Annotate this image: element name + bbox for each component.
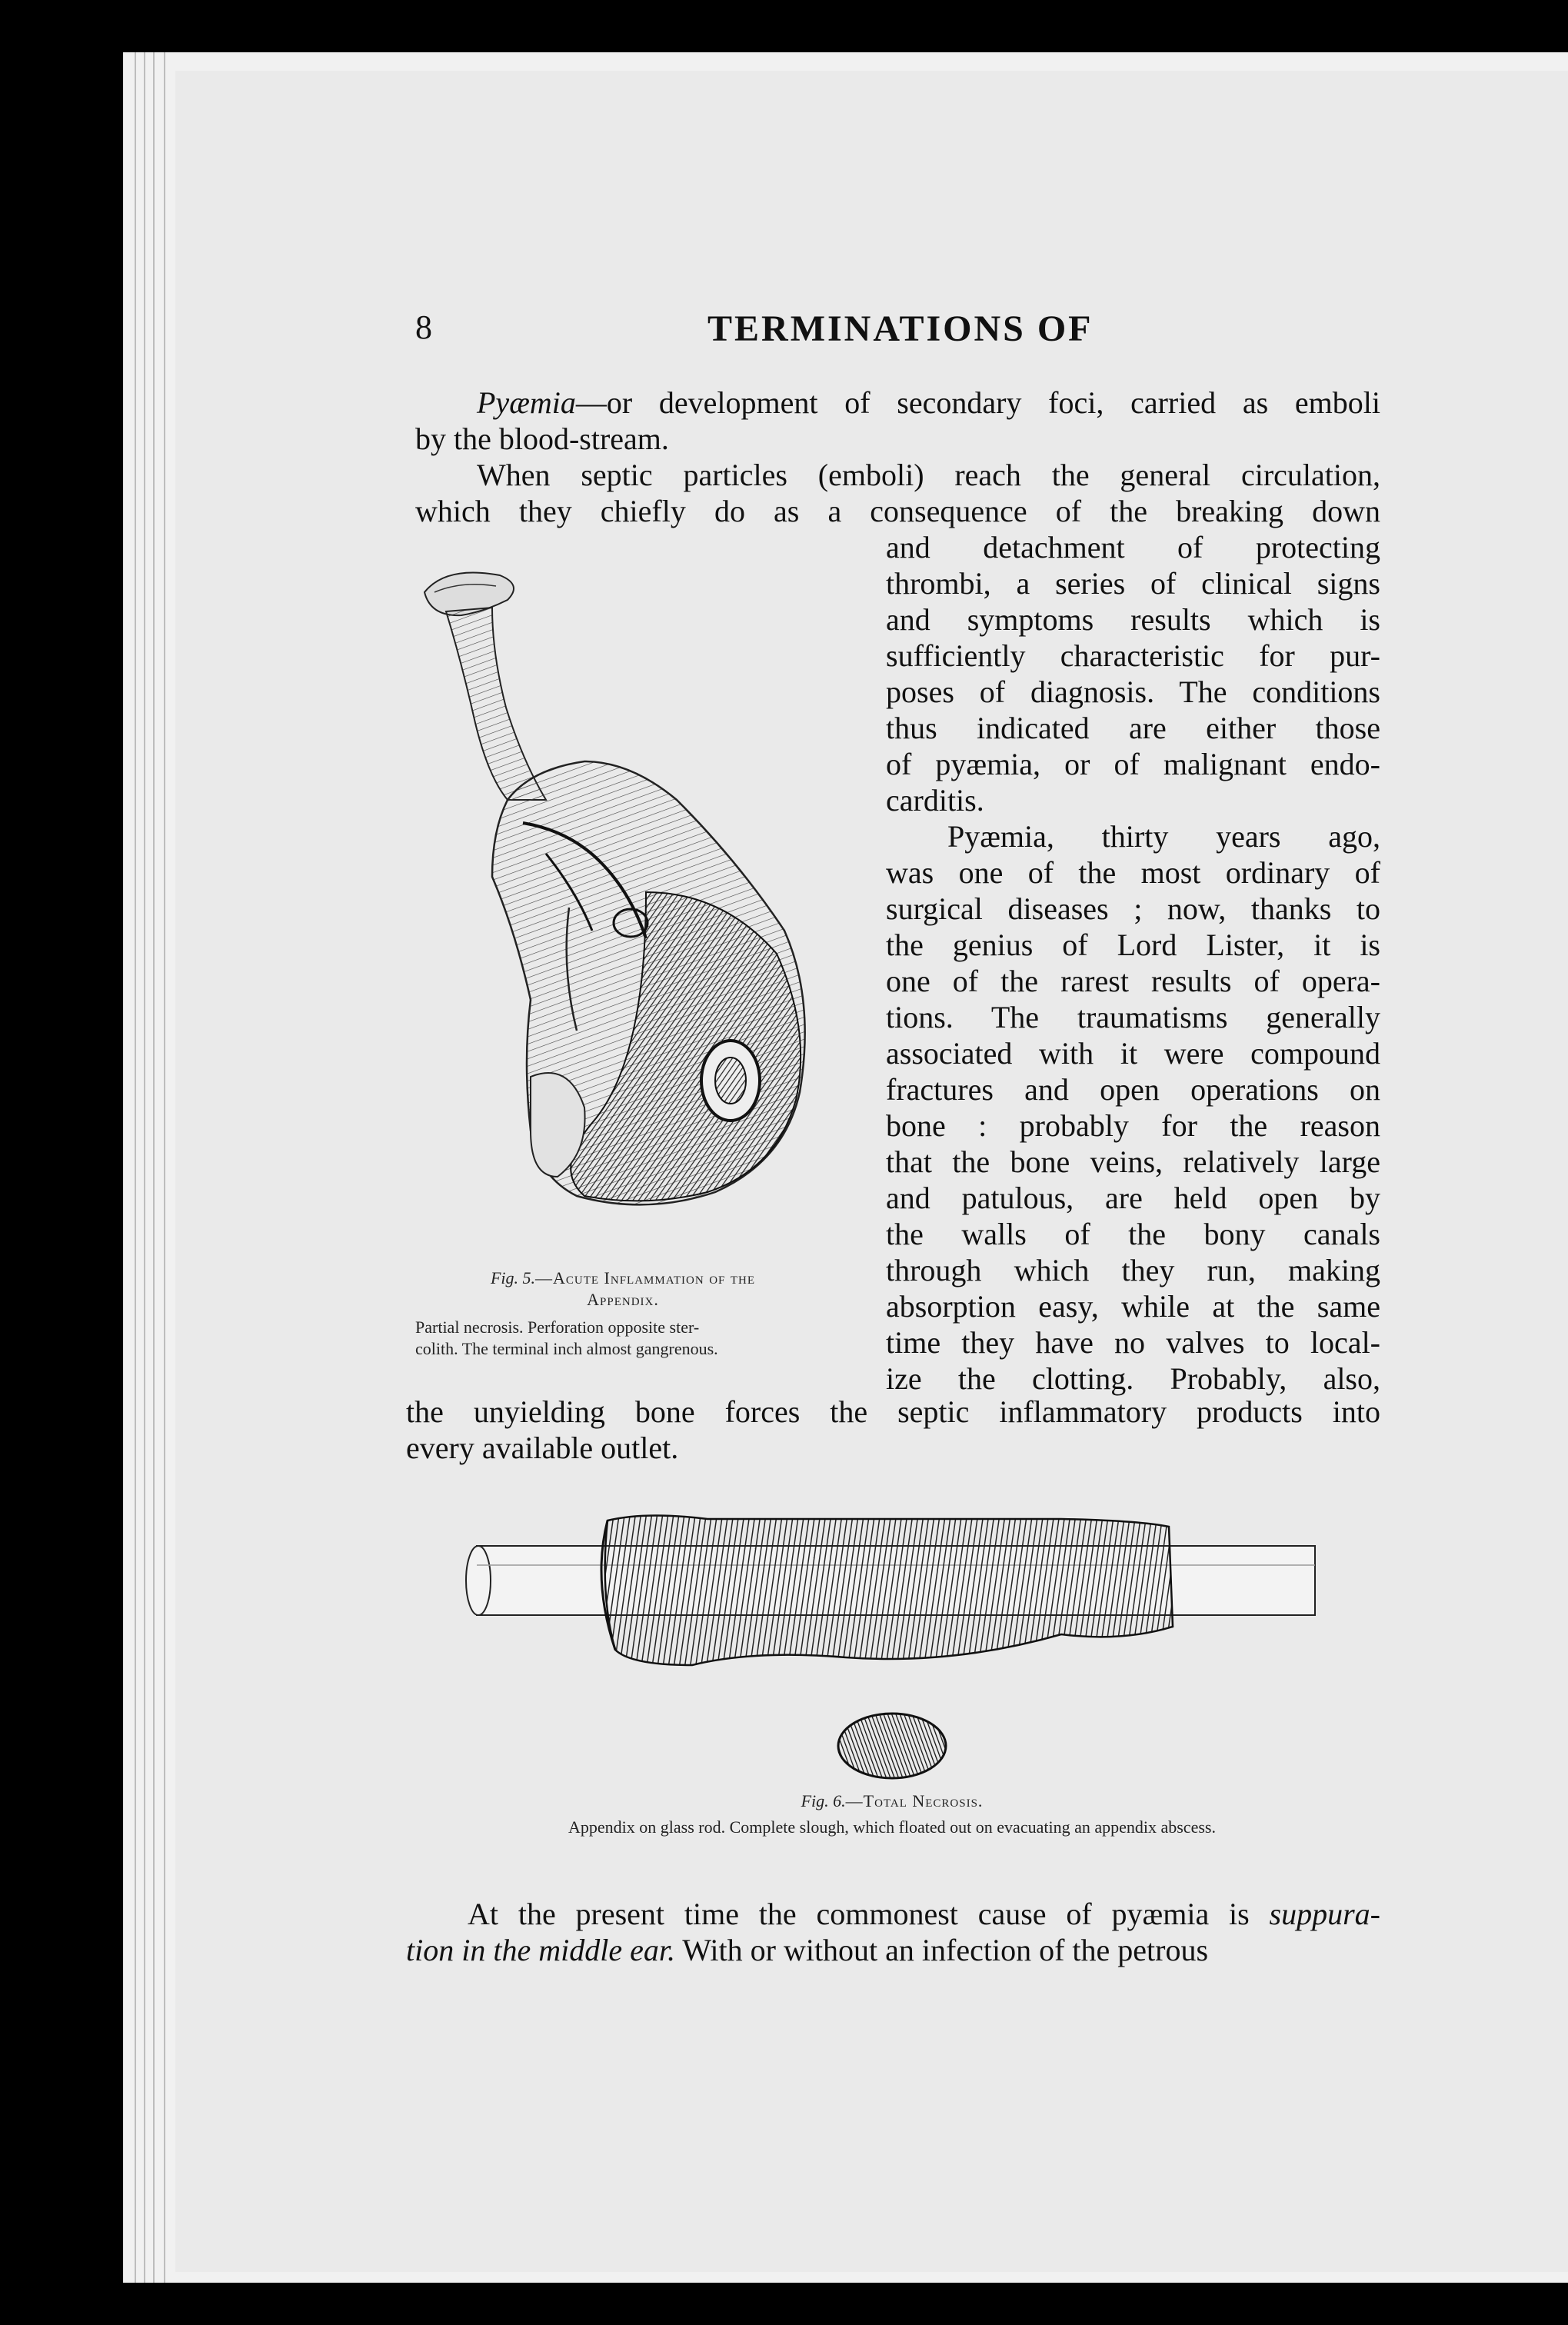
pyaemia-right-line: the walls of the bony canals [886,1217,1380,1251]
pyaemia-full-line: the unyielding bone forces the septic inflammatory products into [406,1394,1380,1429]
septic-right-line: of pyæmia, or of malignant endo- [886,747,1380,781]
final-line-1-italic: suppura- [1269,1897,1380,1931]
final-line-1-text: At the present time the commonest cause of pyæmia is [468,1897,1270,1931]
figure-6-label: Fig. 6. [801,1791,846,1810]
running-head: TERMINATIONS OF [707,308,1094,349]
figure-6-title-text: —Total Necrosis. [845,1791,984,1810]
page-edge-line [135,52,136,2283]
right-column-text [886,529,1380,1397]
final-line-1 [406,1896,1380,1932]
figure-6-caption [431,1790,1353,1838]
final-line-2 [406,1932,1380,1968]
figure-5-title [415,1267,831,1289]
appendix-drawing [415,569,823,1261]
page-header [415,308,1415,354]
intro-line-2: by the blood-stream. [415,421,669,456]
septic-right-line: and detachment of protecting [886,530,1380,565]
septic-right-line: poses of diagnosis. The conditions [886,675,1380,709]
intro-line-1 [415,385,1380,421]
pyaemia-right-line: that the bone veins, relatively large [886,1144,1380,1179]
septic-right-line: and symptoms results which is [886,602,1380,637]
glass-rod-drawing [461,1511,1323,1796]
pyaemia-right-line: Pyæmia, thirty years ago, [947,819,1380,854]
pyaemia-right-line: fractures and open operations on [886,1072,1380,1107]
page-edge-line [144,52,145,2283]
final-paragraph [406,1896,1380,1968]
pyaemia-right-line: associated with it were compound [886,1036,1380,1071]
pyaemia-right-line: bone : probably for the reason [886,1108,1380,1143]
pyaemia-right-line: tions. The traumatisms generally [886,1000,1380,1034]
pyaemia-paragraph-tail [406,1394,1380,1466]
figure-5-desc-line-2: colith. The terminal inch almost gangrenous. [415,1339,718,1358]
page-edge-line [164,52,165,2283]
page-edge-line [153,52,155,2283]
pyaemia-right-line: was one of the most ordinary of [886,855,1380,890]
pyaemia-right-line: through which they run, making [886,1253,1380,1287]
septic-right-line: thrombi, a series of clinical signs [886,566,1380,601]
figure-5-title-line-2: Appendix. [587,1290,659,1309]
final-line-2-text: With or without an infection of the petrous [674,1933,1209,1967]
septic-line-2: which they chiefly do as a consequence of the breaking down [415,494,1380,528]
figure-5-title-line-1: —Acute Inflammation of the [535,1268,756,1287]
septic-paragraph [415,457,1380,529]
figure-6-description: Appendix on glass rod. Complete slough, which floated out on evacuating an appendix abscess. [568,1817,1216,1837]
figure-5-desc-line-1: Partial necrosis. Perforation opposite ster- [415,1317,700,1337]
pyaemia-last-line: every available outlet. [406,1431,679,1465]
septic-line-1: When septic particles (emboli) reach the general circulation, [477,458,1380,492]
pyaemia-right-line: absorption easy, while at the same [886,1289,1380,1324]
septic-right-line: carditis. [886,783,984,818]
figure-5-label: Fig. 5. [490,1268,535,1287]
pyaemia-right-line: ize the clotting. Probably, also, [886,1361,1380,1396]
pyaemia-right-line: the genius of Lord Lister, it is [886,928,1380,962]
pyaemia-right-line: one of the rarest results of opera- [886,964,1380,998]
figure-6-title [431,1790,1353,1812]
final-line-2-italic: tion in the middle ear. [406,1933,675,1967]
pyaemia-right-line: surgical diseases ; now, thanks to [886,891,1380,926]
pyaemia-right-line: and patulous, are held open by [886,1181,1380,1215]
septic-right-line: thus indicated are either those [886,711,1380,745]
figure-5-caption [415,1267,831,1360]
term-pyaemia: Pyæmia [477,385,576,420]
septic-right-line: sufficiently characteristic for pur- [886,638,1380,673]
intro-line-1-rest: —or development of secondary foci, carried as emboli [575,385,1380,420]
pyaemia-right-line: time they have no valves to local- [886,1325,1380,1360]
figure-6-glass-rod-illustration [461,1511,1323,1796]
intro-paragraph [415,385,1380,457]
figure-5-appendix-illustration [415,569,823,1261]
page-number: 8 [415,308,432,346]
